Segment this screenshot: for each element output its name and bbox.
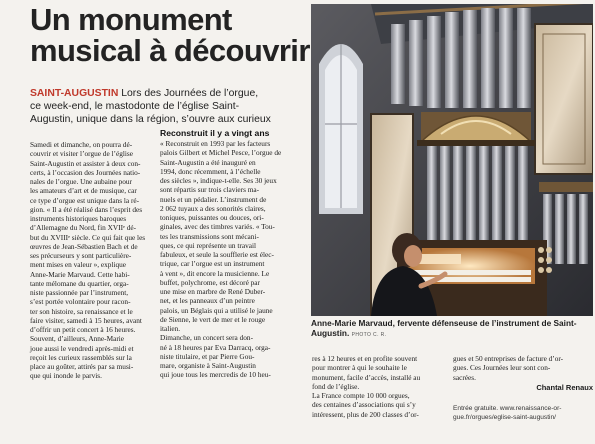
text-line: res à 12 heures et en profite souvent	[312, 354, 418, 363]
text-line: sont répartis sur trois claviers ma-	[160, 185, 260, 195]
article-column-4	[453, 354, 593, 392]
text-line: but du XVIIIᵉ siècle. Ce qui fait que les	[30, 232, 146, 242]
article-column-3	[312, 354, 448, 419]
text-line: ginales, avec des timbres variés. « Tou-	[160, 222, 275, 232]
text-line: sacrées.	[453, 372, 476, 382]
photo-caption	[311, 318, 593, 340]
event-info-line-1: Entrée gratuite. www.renaissance-or-	[453, 405, 562, 412]
text-line: intéressent, plus de 200 classes d’or-	[312, 409, 419, 419]
lede-line-1-text: Lors des Journées de l’orgue,	[118, 88, 259, 99]
text-line: Saint-Augustin a été inauguré en	[160, 157, 256, 167]
text-line: net, et les panneaux d’un peintre	[160, 296, 255, 306]
organ-illustration	[311, 4, 593, 316]
article-column-4-body	[453, 354, 593, 382]
text-line: joue aussi le vendredi après-midi et	[30, 343, 134, 353]
text-line: pour montrer à qui le souhaite le	[312, 363, 407, 373]
text-line: Dimanche, un concert sera don-	[160, 333, 253, 343]
lede-town: SAINT-AUGUSTIN	[30, 88, 119, 99]
photo-credit: PHOTO C. R.	[351, 332, 387, 338]
headline-line-2: musical à découvrir	[30, 33, 310, 68]
lede-line-3: Augustin, unique dans la région, s’ouvre aux curieux	[30, 114, 271, 125]
organ-photo	[311, 4, 593, 316]
text-line: 1994, donc récemment, à l’échelle	[160, 166, 261, 176]
text-line: nales de l’orgue. Une aubaine pour	[30, 177, 132, 186]
text-line: tante mélomane du quartier, orga-	[30, 278, 129, 288]
text-line: Anne-Marie Marvaud. Cette habi-	[30, 269, 130, 279]
text-line: palois Gilbert et Michel Pesce, l’orgue de	[160, 148, 282, 158]
text-line: d’offrir un petit concert à 16 heures.	[30, 325, 136, 334]
byline: Chantal Renaux	[536, 382, 593, 392]
text-line: gues et 50 entreprises de facture d’or-	[453, 354, 564, 363]
text-line: des centaines d’associations qui s’y	[312, 400, 416, 410]
text-line: place au goûter, attirés par sa musi-	[30, 362, 134, 371]
text-line: italien.	[160, 324, 181, 333]
text-line: ce type d’orgue est unique dans la ré-	[30, 195, 140, 205]
subhead: Reconstruit il y a vingt ans	[160, 128, 270, 138]
text-line: s’est portée volontaire pour racon-	[30, 297, 131, 307]
text-line: palois, un Béglais qui a utilisé le jaune	[160, 305, 273, 315]
text-line: reçoit les curieux rassemblés sur la	[30, 352, 132, 362]
text-line: niste passionnée par l’instrument,	[30, 288, 129, 297]
photo-caption-text: Anne-Marie Marvaud, fervente défenseuse de l’instrument de Saint-Augustin.	[311, 318, 577, 338]
text-line: 2 062 tuyaux a des sonorités claires,	[160, 203, 266, 213]
text-line: niste titulaire, et par Pierre Gou-	[160, 351, 255, 361]
article-column-2-body	[160, 139, 300, 380]
text-line: couvrir et visiter l’orgue de l’église	[30, 149, 134, 159]
text-line: Souvent, d’ailleurs, Anne-Marie	[30, 334, 125, 344]
text-line: œuvres de Jean-Sébastien Bach et de	[30, 241, 138, 251]
text-line: Saint-Augustin et assister à deux con-	[30, 158, 141, 168]
article-column-2	[160, 128, 300, 380]
lede	[30, 87, 315, 126]
text-line: nuels et un pédalier. L’instrument de	[160, 194, 267, 204]
text-line: de Sienne, le vert de mer et le rouge	[160, 314, 266, 324]
text-line: « Reconstruit en 1993 par les facteurs	[160, 139, 271, 148]
text-line: fabuleux, et seule la soufflerie est élec-	[160, 250, 274, 259]
event-info	[453, 405, 593, 422]
headline	[30, 4, 320, 66]
text-line: ter son histoire, sa renaissance et le	[30, 306, 133, 316]
text-line: que qui inonde le parvis.	[30, 371, 102, 381]
text-line: des siècles », indique-t-elle. Ses 30 jeux	[160, 176, 277, 185]
text-line: à vent », dit encore la musicienne. Le	[160, 268, 270, 278]
text-line: une mise en marbre de René Duber-	[160, 287, 266, 296]
text-line: monument, facile d’accès, installé au	[312, 372, 421, 382]
text-line: trique, car l’orgue est un instrument	[160, 259, 265, 269]
text-line: les amateurs d’art et de musique, car	[30, 186, 137, 196]
event-info-line-2: gue.fr/orgues/eglise-saint-augustin/	[453, 413, 556, 421]
text-line: faire visiter, samedi à 15 heures, avant	[30, 315, 142, 325]
text-line: Samedi et dimanche, on pourra dé-	[30, 140, 133, 149]
text-line: mare, organiste à Saint-Augustin	[160, 361, 256, 370]
text-line: certs, à l’occasion des Journées natio-	[30, 167, 141, 177]
text-line: ment mises en valeur », explique	[30, 260, 127, 270]
text-line: instruments historiques baroques	[30, 214, 127, 223]
lede-line-2: ce week-end, le mastodonte de l’église Saint-	[30, 101, 240, 112]
article-column-1	[30, 140, 152, 381]
text-line: toniques, puissantes ou douces, ori-	[160, 213, 264, 222]
lede-line-1	[30, 87, 315, 100]
text-line: gion. « Il a été réalisé dans l’esprit des	[30, 204, 143, 214]
text-line: tes les transmissions sont mécani-	[160, 231, 259, 241]
text-line: La France compte 10 000 orgues,	[312, 391, 410, 400]
text-line: buffet, polychrome, est décoré par	[160, 277, 260, 287]
text-line: fond de l’église.	[312, 381, 360, 391]
text-line: ques, ce qui représente un travail	[160, 240, 257, 250]
text-line: ses précurseurs y sont particulière-	[30, 251, 132, 260]
text-line: d’Allemagne du Nord, fin XVIIᵉ dé-	[30, 223, 137, 233]
text-line: qui joue tous les mercredis de 10 heu-	[160, 370, 271, 380]
text-line: né à 18 heures par Eva Darracq, orga-	[160, 342, 271, 352]
headline-line-1: Un monument	[30, 2, 232, 37]
text-line: gues. Ces Journées leur sont con-	[453, 363, 551, 373]
